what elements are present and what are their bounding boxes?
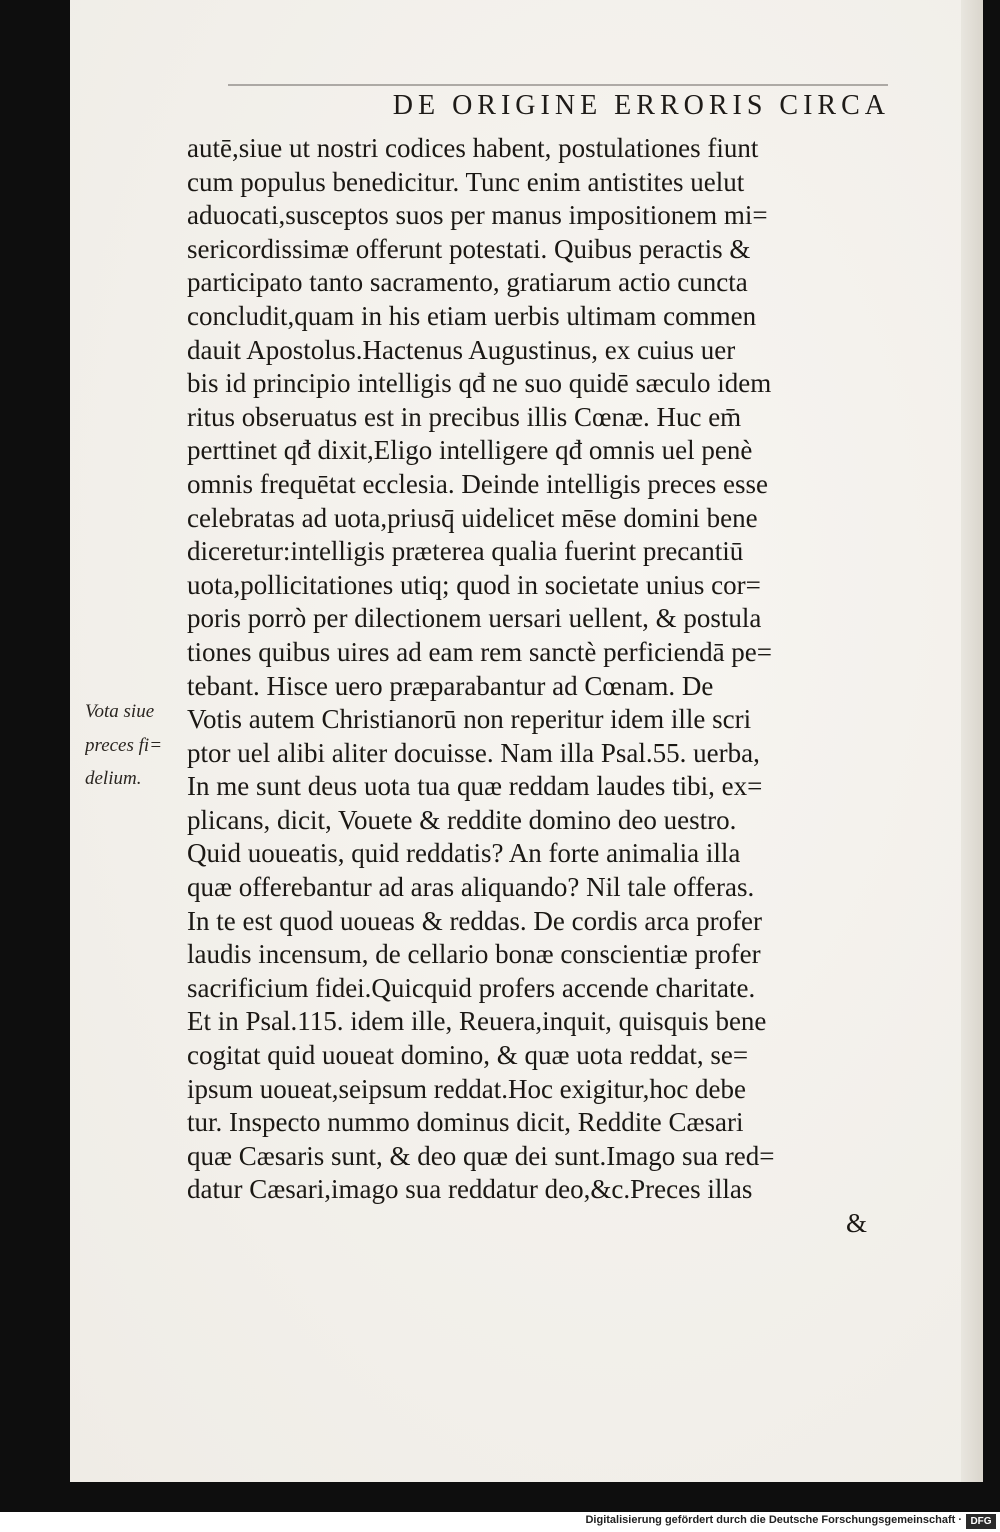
text-line: tur. Inspecto nummo dominus dicit, Reddite Cæsari: [187, 1107, 744, 1138]
text-line: uota,pollicitationes utiq; quod in societate unius cor=: [187, 569, 761, 600]
text-line: tebant. Hisce uero præparabantur ad Cœnam. De: [187, 670, 714, 701]
text-line: participato tanto sacramento, gratiarum actio cuncta: [187, 267, 748, 298]
text-line: aduocati,susceptos suos per manus impositionem mi=: [187, 200, 768, 231]
text-line: cogitat quid uoueat domino, & quæ uota reddat, se=: [187, 1040, 749, 1071]
text-line: poris porrò per dilectionem uersari uellent, & postula: [187, 603, 762, 634]
text-line: quæ Cæsaris sunt, & deo quæ dei sunt.Imago sua red=: [187, 1140, 775, 1171]
running-head: DE ORIGINE ERRORIS CIRCA: [392, 90, 890, 121]
text-line: autē,siue ut nostri codices habent, postulationes fiunt: [187, 133, 759, 163]
body-text: [187, 132, 887, 1241]
text-line: laudis incensum, de cellario bonæ conscientiæ profer: [187, 939, 761, 970]
text-line: sacrificium fidei.Quicquid profers accende charitate.: [187, 972, 756, 1003]
catchword: &: [845, 1208, 867, 1238]
marginal-note-line: delium.: [85, 768, 142, 790]
page-edge: [961, 0, 983, 1482]
text-line: dauit Apostolus.Hactenus Augustinus, ex cuius uer: [187, 334, 736, 365]
text-line: In te est quod uoueas & reddas. De cordis arca profer: [187, 905, 763, 936]
footer-bar: [0, 1512, 1000, 1532]
text-line: Votis autem Christianorū non reperitur idem ille scri: [187, 704, 752, 735]
text-line: omnis frequētat ecclesia. Deinde intelligis preces esse: [187, 468, 769, 499]
text-line: tiones quibus uires ad eam rem sanctè perficiendā pe=: [187, 636, 773, 667]
marginal-note-line: preces fi=: [85, 734, 163, 756]
text-line: plicans, dicit, Vouete & reddite domino deo uestro.: [187, 804, 737, 835]
running-head-rule: [228, 84, 888, 86]
text-line: perttinet qđ dixit,Eligo intelligere qđ omnis uel penè: [187, 435, 753, 466]
marginal-note: [85, 695, 185, 796]
footer-credit: Digitalisierung gefördert durch die Deutsche Forschungsgemeinschaft ·: [585, 1514, 962, 1526]
text-line: In me sunt deus uota tua quæ reddam laudes tibi, ex=: [187, 771, 763, 802]
text-line: ipsum uoueat,seipsum reddat.Hoc exigitur,hoc debe: [187, 1073, 747, 1104]
text-line: concludit,quam in his etiam uerbis ultimam commen: [187, 300, 757, 331]
text-line: Quid uoueatis, quid reddatis? An forte animalia illa: [187, 838, 741, 869]
text-line: sericordissimæ offerunt potestati. Quibus peractis &: [187, 233, 751, 264]
text-line: ritus obseruatus est in precibus illis Cœnæ. Huc em̄: [187, 401, 742, 432]
text-line: datur Cæsari,imago sua reddatur deo,&c.Preces illas: [187, 1174, 753, 1205]
marginal-note-line: Vota siue: [85, 701, 155, 722]
text-line: cum populus benedicitur. Tunc enim antistites uelut: [187, 166, 745, 197]
text-line: ptor uel alibi aliter docuisse. Nam illa Psal.55. uerba,: [187, 737, 760, 768]
text-line: quæ offerebantur ad aras aliquando? Nil tale offeras.: [187, 872, 755, 903]
text-line: celebratas ad uota,priusq̄ uidelicet mēse domini bene: [187, 502, 758, 533]
text-line: diceretur:intelligis præterea qualia fuerint precantiū: [187, 536, 744, 567]
text-line: bis id principio intelligis qđ ne suo quidē sæculo idem: [187, 368, 772, 399]
text-line: Et in Psal.115. idem ille, Reuera,inquit, quisquis bene: [187, 1006, 767, 1037]
dfg-logo: DFG: [966, 1514, 996, 1529]
